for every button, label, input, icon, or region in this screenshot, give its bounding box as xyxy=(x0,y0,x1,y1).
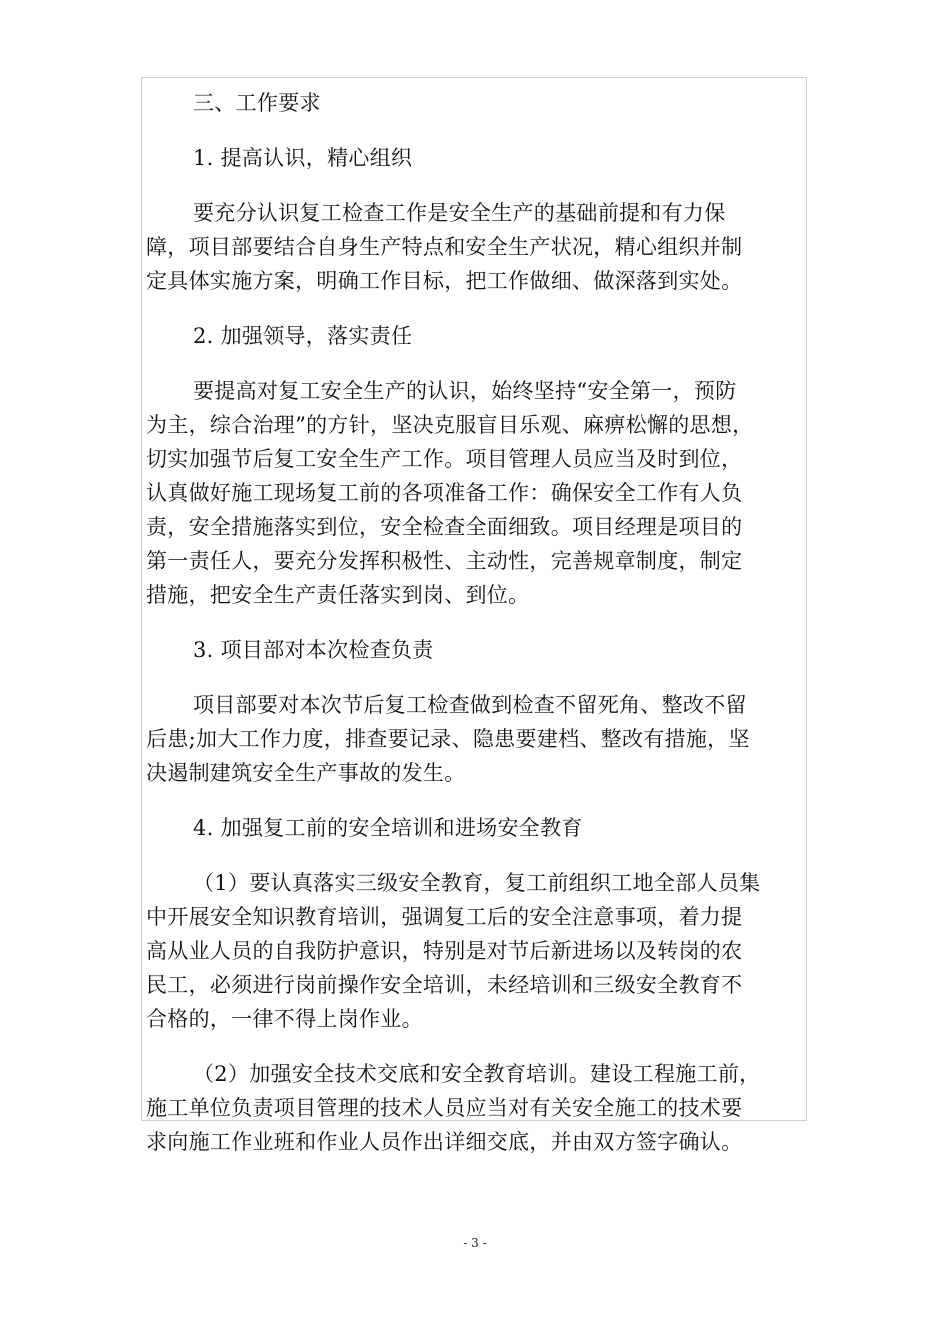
section-heading xyxy=(146,811,786,845)
paragraph-line: 中开展安全知识教育培训，强调复工后的安全注意事项，着力提 xyxy=(146,905,743,929)
heading-text: 1. 提高认识，精心组织 xyxy=(193,146,413,170)
paragraph-line: 要充分认识复工检查工作是安全生产的基础前提和有力保 xyxy=(193,201,726,225)
paragraph xyxy=(146,374,786,612)
paragraph-line: 定具体实施方案，明确工作目标，把工作做细、做深落到实处。 xyxy=(146,269,743,293)
paragraph-line: 项目部要对本次节后复工检查做到检查不留死角、整改不留 xyxy=(193,693,747,717)
heading-text: 三、工作要求 xyxy=(193,91,321,115)
section-heading xyxy=(146,319,786,353)
paragraph-line: （2）加强安全技术交底和安全教育培训。建设工程施工前， xyxy=(193,1062,761,1086)
heading-text: 2. 加强领导，落实责任 xyxy=(193,324,413,348)
paragraph-line: 障，项目部要结合自身生产特点和安全生产状况，精心组织并制 xyxy=(146,235,743,259)
paragraph-line: 要提高对复工安全生产的认识，始终坚持“安全第一，预防 xyxy=(193,379,737,403)
heading-text: 3. 项目部对本次检查负责 xyxy=(193,638,434,662)
paragraph-line: 合格的，一律不得上岗作业。 xyxy=(146,1007,423,1031)
paragraph-line: 认真做好施工现场复工前的各项准备工作：确保安全工作有人负 xyxy=(146,481,743,505)
section-heading xyxy=(146,633,786,667)
section-heading xyxy=(146,141,786,175)
paragraph xyxy=(146,1057,786,1159)
paragraph-line: 后患;加大工作力度，排查要记录、隐患要建档、整改有措施，坚 xyxy=(146,727,750,751)
paragraph-line: 切实加强节后复工安全生产工作。项目管理人员应当及时到位， xyxy=(146,447,743,471)
paragraph-line: 高从业人员的自我防护意识，特别是对节后新进场以及转岗的农 xyxy=(146,939,743,963)
paragraph-line: 为主，综合治理”的方针，坚决克服盲目乐观、麻痹松懈的思想， xyxy=(146,413,754,437)
paragraph xyxy=(146,688,786,790)
paragraph-line: 措施，把安全生产责任落实到岗、到位。 xyxy=(146,583,530,607)
section-heading xyxy=(146,86,786,120)
paragraph xyxy=(146,866,786,1036)
paragraph-line: 第一责任人，要充分发挥积极性、主动性，完善规章制度，制定 xyxy=(146,549,743,573)
page-number: - 3 - xyxy=(463,1236,487,1250)
paragraph-line: 民工，必须进行岗前操作安全培训，未经培训和三级安全教育不 xyxy=(146,973,743,997)
paragraph-line: 决遏制建筑安全生产事故的发生。 xyxy=(146,761,466,785)
heading-text: 4. 加强复工前的安全培训和进场安全教育 xyxy=(193,816,583,840)
paragraph-line: 求向施工作业班和作业人员作出详细交底，并由双方签字确认。 xyxy=(146,1130,743,1154)
paragraph-line: （1）要认真落实三级安全教育，复工前组织工地全部人员集 xyxy=(193,871,761,895)
paragraph xyxy=(146,196,786,298)
paragraph-line: 施工单位负责项目管理的技术人员应当对有关安全施工的技术要 xyxy=(146,1096,743,1120)
paragraph-line: 责，安全措施落实到位，安全检查全面细致。项目经理是项目的 xyxy=(146,515,743,539)
document-body xyxy=(146,86,786,1159)
